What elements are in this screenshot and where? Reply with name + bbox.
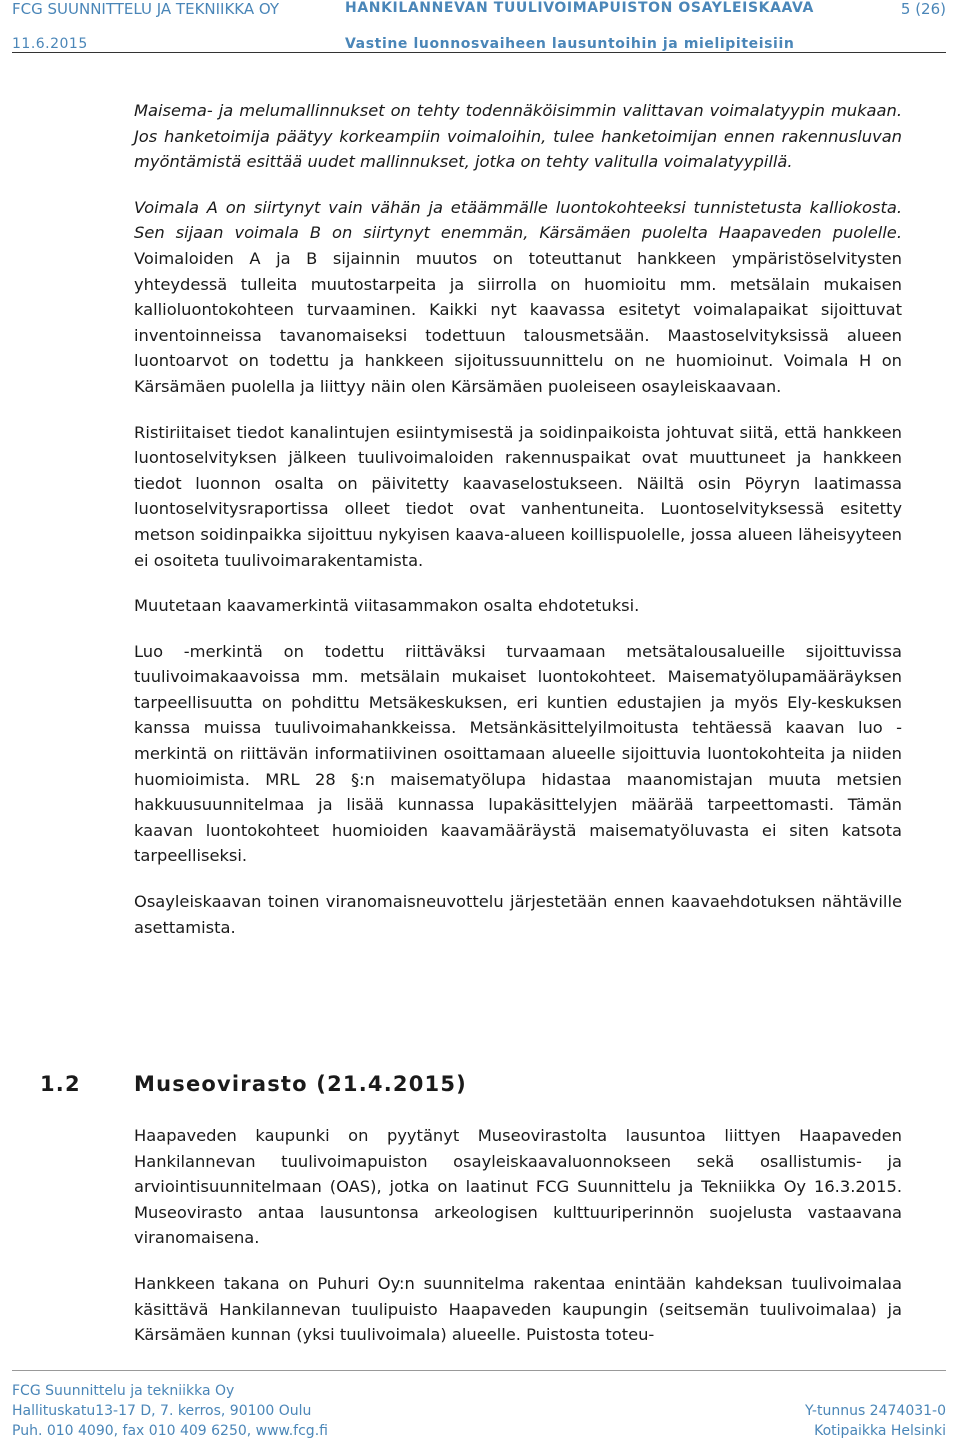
section-content — [134, 1123, 902, 1368]
paragraph-negotiation: Osayleiskaavan toinen viranomaisneuvottelu järjestetään ennen kaavaehdotuksen nähtäville asettamista. — [134, 892, 902, 937]
header-date: 11.6.2015 — [12, 36, 88, 52]
page-number: 5 (26) — [900, 0, 946, 18]
header-company: FCG SUUNNITTELU JA TEKNIIKKA OY — [12, 0, 280, 18]
document-subtitle: Vastine luonnosvaiheen lausuntoihin ja mielipiteisiin — [345, 36, 795, 52]
paragraph-luo-marking: Luo -merkintä on todettu riittäväksi turvaamaan metsätalousalueille sijoittuvissa tuulivoimakaavoissa mm. metsälain mukaiset luontokohteet. Maisematyölupamääräyksen tarpeellisuutta on pohdittu Metsäkeskuksen, eri kuntien edustajien ja myös Ely-keskuksen kanssa muissa tuulivoimahankkeissa. Metsänkäsittelyilmoitusta tehtäessä kaavan luo -merkintä on riittävän informatiivinen osoittamaan alueelle sijoittuvia luontokohteita ja niiden huomioimista. MRL 28 §:n maisematyölupa hidastaa maanomistajan muuta metsien hakkuusuunnitelmaa ja lisää kunnassa lupakäsittelyjen määrää tarpeettomasti. Tämän kaavan luontokohteet huomioiden kaavamääräystä maisematyöluvasta ei siten katsota tarpeelliseksi. — [134, 641, 902, 866]
paragraph-frog: Muutetaan kaavamerkintä viitasammakon osalta ehdotetuksi. — [134, 596, 640, 616]
main-content — [134, 98, 902, 940]
footer-left — [12, 1381, 328, 1441]
section-number: 1.2 — [40, 1072, 81, 1096]
footer-business-id: Y-tunnus 2474031-0 — [805, 1403, 946, 1419]
page-header — [12, 0, 946, 53]
section-title: Museovirasto (21.4.2015) — [134, 1072, 467, 1096]
paragraph-noise-models: Maisema- ja melumallinnukset on tehty todennäköisimmin valittavan voimalatyypin mukaan. Jos hanketoimija päätyy korkeampiin voimaloihin, tulee hanketoimijan ennen rakennusluvan myöntämistä esittää uudet mallinnukset, jotka on tehty valitulla voimalatyypillä. — [134, 101, 902, 172]
footer-company: FCG Suunnittelu ja tekniikka Oy — [12, 1383, 235, 1399]
footer-contact: Puh. 010 4090, fax 010 409 6250, www.fcg.fi — [12, 1423, 328, 1439]
footer-domicile: Kotipaikka Helsinki — [814, 1423, 946, 1439]
page-footer — [12, 1370, 946, 1439]
paragraph-turbine-locations-italic: Voimala A on siirtynyt vain vähän ja etäämmälle luontokohteeksi tunnistetusta kalliokosta. Sen sijaan voimala B on siirtynyt enemmän, Kärsämäen puolelta Haapaveden puolelle. — [134, 197, 902, 243]
paragraph-project-background: Hankkeen takana on Puhuri Oy:n suunnitelma rakentaa enintään kahdeksan tuulivoimalaa käsittävä Hankilannevan tuulipuisto Haapaveden kaupungin (seitsemän tuulivoimalaa) ja Kärsämäen kunnan (yksi tuulivoimala) alueelle. Puistosta toteu- — [134, 1273, 902, 1345]
paragraph-turbine-locations — [134, 195, 902, 400]
footer-address: Hallituskatu13-17 D, 7. kerros, 90100 Oulu — [12, 1403, 312, 1419]
paragraph-museum-request: Haapaveden kaupunki on pyytänyt Museovirastolta lausuntoa liittyen Haapaveden Hankilannevan tuulivoimapuiston osayleiskaavaluonnokseen sekä osallistumis- ja arviointisuunnitelmaan (OAS), jotka on laatinut FCG Suunnittelu ja Tekniikka Oy 16.3.2015. Museovirasto antaa lausuntonsa arkeologisen kulttuuriperinnön suojelusta vastaavana viranomaisena. — [134, 1126, 902, 1248]
section-heading — [40, 1072, 467, 1096]
document-title: HANKILANNEVAN TUULIVOIMAPUISTON OSAYLEISKAAVA — [345, 0, 814, 16]
paragraph-grouse: Ristiriitaiset tiedot kanalintujen esiintymisestä ja soidinpaikoista johtuvat siitä, että hankkeen luontoselvityksen jälkeen tuulivoimaloiden rakennuspaikat ovat muuttuneet ja hankkeen tiedot luonnon osalta on päivitetty kaavaselostukseen. Näiltä osin Pöyryn laatimassa luontoselvitysraportissa olleet tiedot ovat vanhentuneita. Luontoselvityksessä esitetty metson soidinpaikka sijoittuu nykyisen kaava-alueen koillispuolelle, jossa alueen läheisyyteen ei osoiteta tuulivoimarakentamista. — [134, 422, 902, 570]
paragraph-turbine-locations-rest: Voimaloiden A ja B sijainnin muutos on toteuttanut hankkeen ympäristöselvitysten yhteydessä tulleita muutostarpeita ja siirrolla on huomioitu mm. metsälain mukaisen kallioluontokohteen turvaaminen. Kaikki nyt kaavassa esitetyt voimalapaikat sijoittuvat inventoinneissa tavanomaiseksi todettuun talousmetsään. Maastoselvityksissä alueen luontoarvot on todettu ja hankkeen sijoitussuunnittelu on ne huomioinut. Voimala H on Kärsämäen puolella ja liittyy näin olen Kärsämäen puoleiseen osayleiskaavaan. — [134, 248, 902, 396]
footer-right — [805, 1401, 946, 1441]
